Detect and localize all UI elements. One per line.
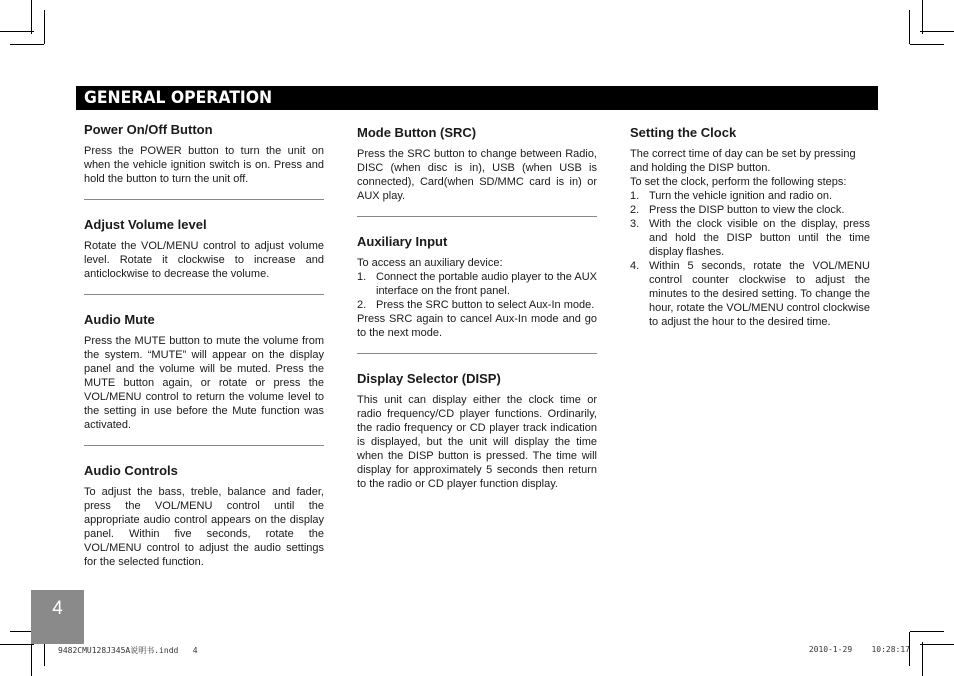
list-item: 3. With the clock visible on the display, press and hold the DISP button until the time display flashes.: [630, 218, 870, 258]
section-mode: [357, 121, 597, 203]
crop-mark: [0, 31, 34, 32]
page-number: 4: [52, 598, 63, 619]
column-middle: [357, 121, 597, 491]
list-item: 1. Turn the vehicle ignition and radio on.: [630, 190, 833, 202]
crop-mark: [10, 44, 44, 45]
crop-mark: [920, 31, 954, 32]
section-clock: [630, 121, 870, 329]
step-list: [357, 270, 597, 312]
section-outro: Press SRC again to cancel Aux-In mode and go to the next mode.: [357, 313, 597, 339]
section-disp: [357, 367, 597, 491]
list-item: 2. Press the DISP button to view the clock.: [630, 204, 845, 216]
crop-mark: [922, 642, 923, 676]
section-body: To adjust the bass, treble, balance and fader, press the VOL/MENU control until the appropriate audio control appears on the display panel. Within five seconds, rotate the VOL/MENU control to adjust the audio settings for the selected function.: [84, 486, 324, 568]
section-heading: Display Selector (DISP): [357, 371, 501, 386]
section-heading: Adjust Volume level: [84, 217, 207, 232]
banner-title: GENERAL OPERATION: [84, 88, 273, 108]
section-audio-controls: [84, 459, 324, 569]
step-list: [630, 189, 870, 329]
section-aux: [357, 230, 597, 340]
list-item: 1. Connect the portable audio player to the AUX interface on the front panel.: [357, 271, 597, 297]
divider: [357, 353, 597, 354]
footer-timestamp: 2010-1-29 10:28:17: [808, 645, 910, 654]
page-number-box: [31, 590, 84, 644]
section-intro: To access an auxiliary device:: [357, 257, 503, 269]
section-intro: The correct time of day can be set by pressing and holding the DISP button.: [630, 148, 856, 174]
footer-file-info: 9482CMU128J345A说明书.indd 4: [58, 646, 198, 655]
crop-mark: [910, 44, 944, 45]
section-heading: Auxiliary Input: [357, 234, 448, 249]
section-body: Press the POWER button to turn the unit on when the vehicle ignition switch is on. Press and hold the button to turn the unit off.: [84, 145, 324, 185]
crop-mark: [31, 642, 32, 676]
divider: [84, 199, 324, 200]
section-heading: Power On/Off Button: [84, 122, 213, 137]
section-power: [84, 118, 324, 186]
crop-mark: [31, 0, 32, 34]
section-heading: Mode Button (SRC): [357, 125, 477, 140]
section-volume: [84, 213, 324, 281]
section-body: Press the SRC button to change between Radio, DISC (when disc is in), USB (when USB is connected), Card(when SD/MMC card is in) or AUX play.: [357, 148, 597, 202]
section-body: Rotate the VOL/MENU control to adjust volume level. Rotate it clockwise to increase and anticlockwise to decrease the volume.: [84, 240, 324, 280]
section-heading: Setting the Clock: [630, 125, 737, 140]
divider: [357, 216, 597, 217]
column-left: [84, 118, 324, 569]
list-item: 4. Within 5 seconds, rotate the VOL/MENU control counter clockwise to adjust the minutes to the desired setting. To change the hour, rotate the VOL/MENU control clockwise to adjust the hour to the desired time.: [630, 260, 870, 328]
crop-mark: [922, 0, 923, 34]
crop-mark: [920, 644, 954, 645]
divider: [84, 445, 324, 446]
section-mute: [84, 308, 324, 432]
list-item: 2. Press the SRC button to select Aux-In mode.: [357, 299, 595, 311]
divider: [84, 294, 324, 295]
crop-mark: [0, 644, 34, 645]
column-right: [630, 121, 870, 329]
section-body: This unit can display either the clock time or radio frequency/CD player functions. Ordinarily, the radio frequency or CD player track indication is displayed, but the unit will display the time when the DISP button is pressed. The time will display for approximately 5 seconds then return to the radio or CD player function display.: [357, 394, 597, 490]
crop-mark: [910, 631, 944, 632]
section-heading: Audio Controls: [84, 463, 178, 478]
crop-mark: [44, 10, 45, 44]
section-heading: Audio Mute: [84, 312, 155, 327]
section-banner: [76, 86, 878, 110]
section-intro: To set the clock, perform the following steps:: [630, 176, 847, 188]
crop-mark: [909, 10, 910, 44]
section-body: Press the MUTE button to mute the volume from the system. “MUTE” will appear on the display panel and the volume will be muted. Press the MUTE button again, or rotate or press the VOL/MENU control to return the volume level to the setting in use before the Mute function was activated.: [84, 335, 324, 431]
